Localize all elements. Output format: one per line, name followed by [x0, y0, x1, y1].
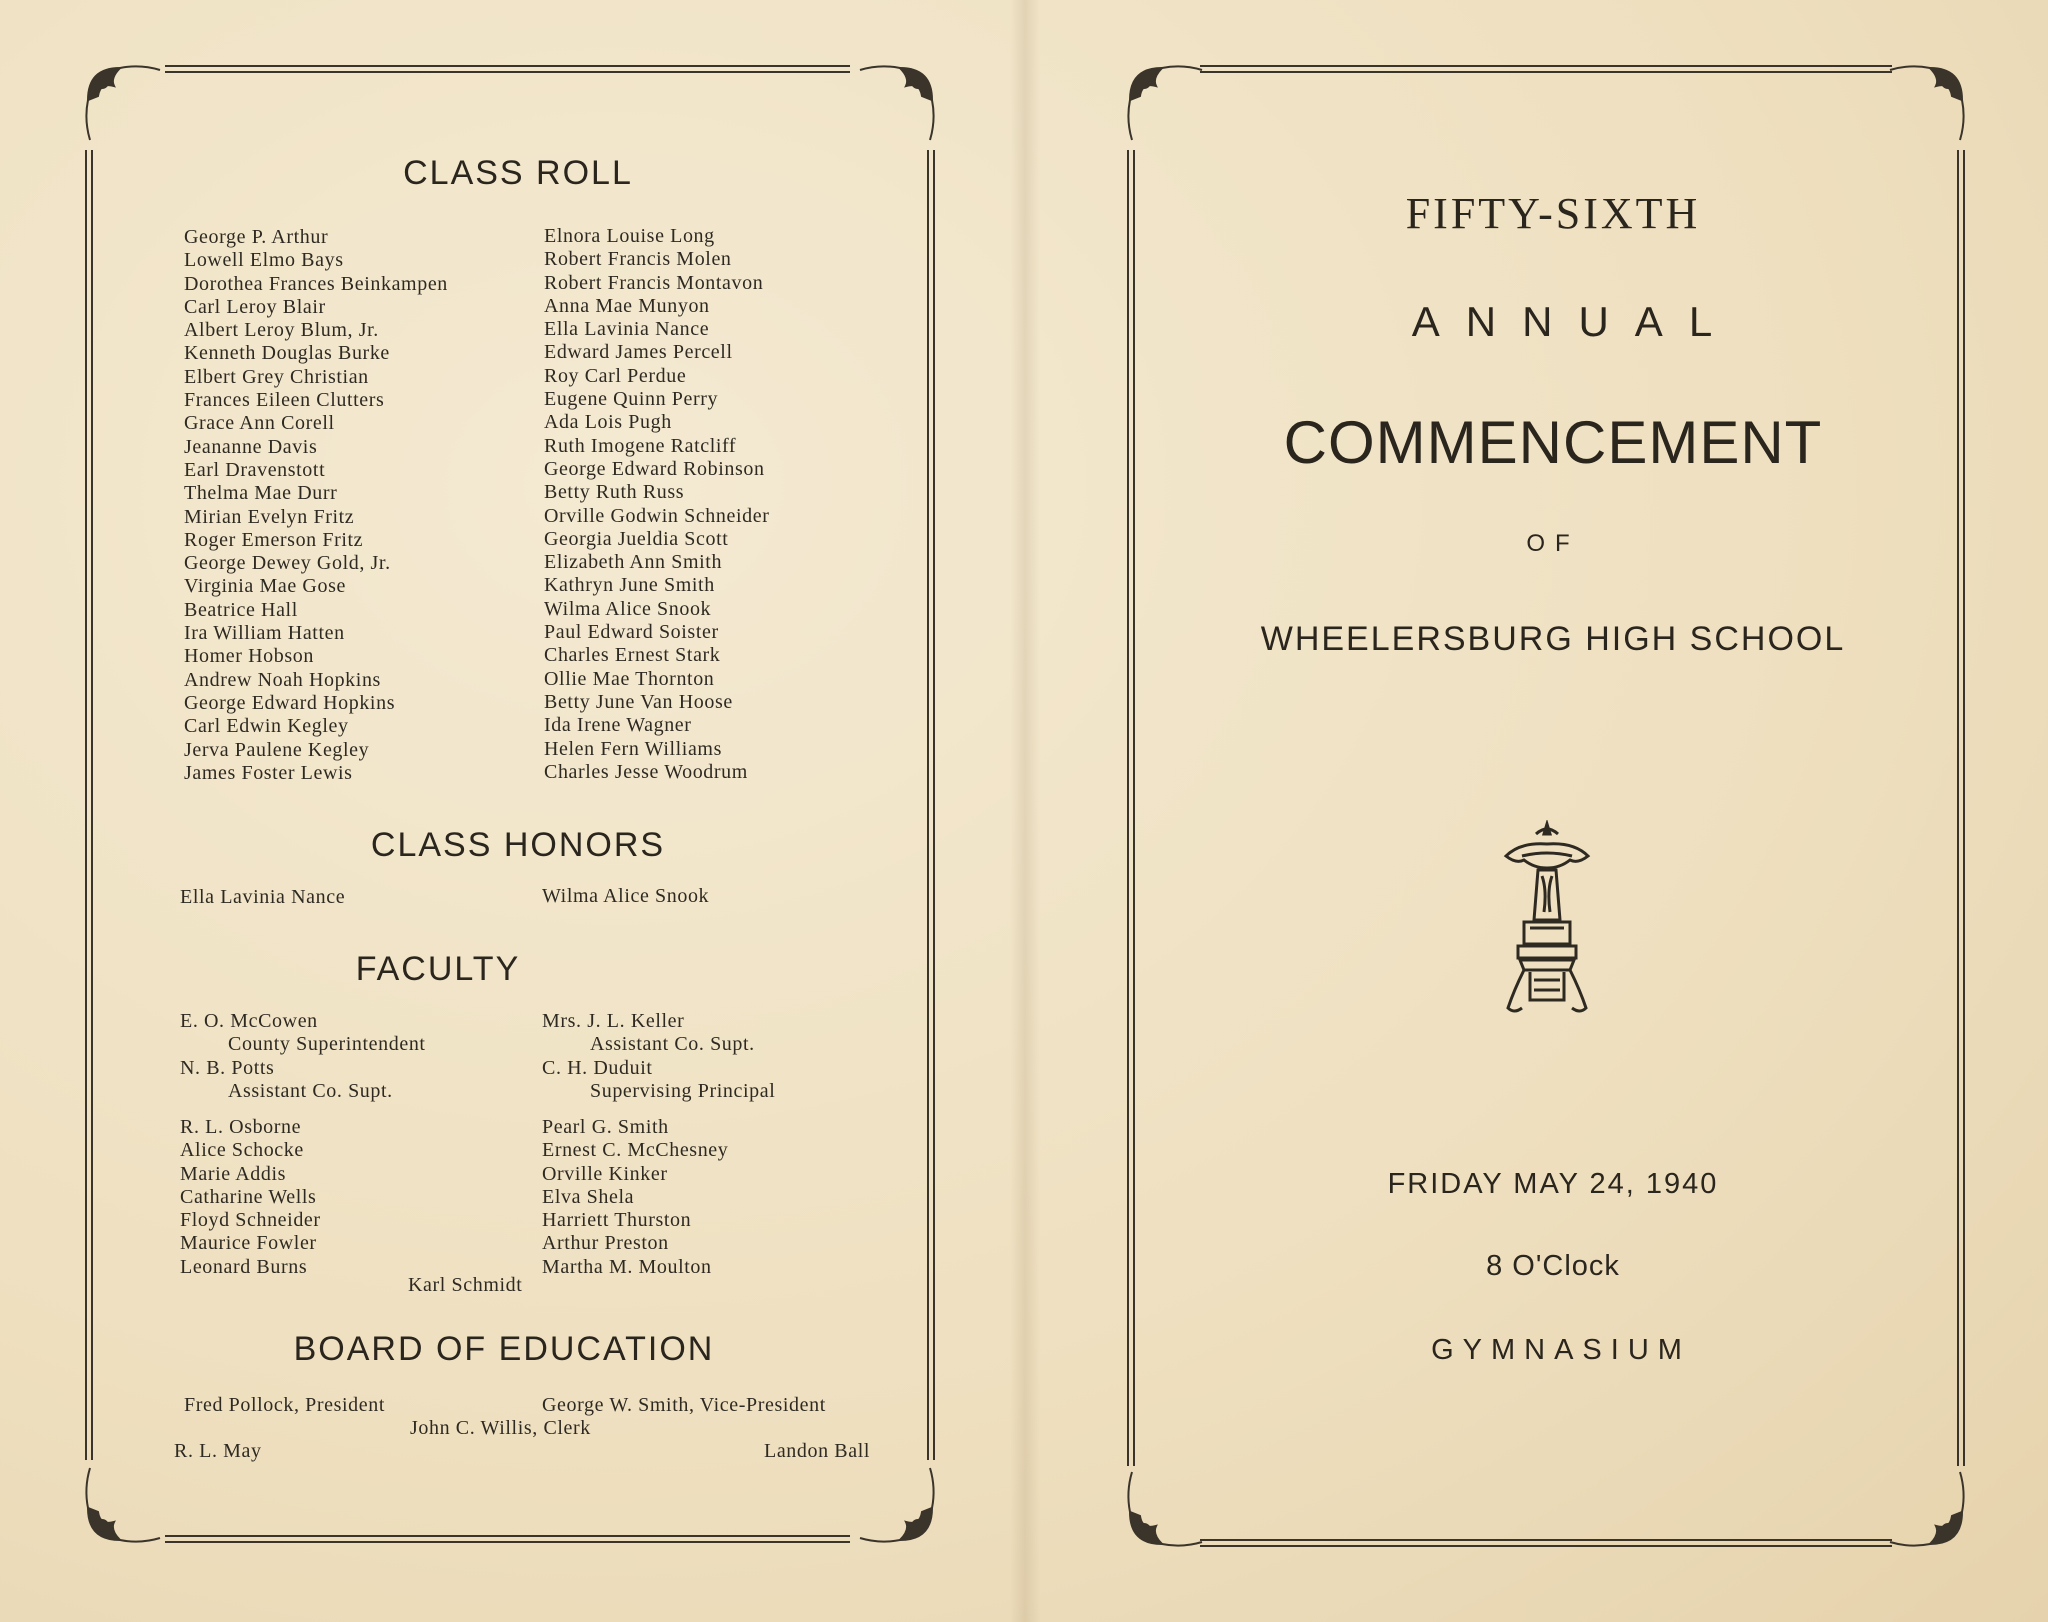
cover-line-commencement: COMMENCEMENT: [1283, 409, 1823, 476]
graduate-name: George Edward Robinson: [544, 457, 765, 480]
faculty-column-2-top: [542, 1010, 775, 1103]
graduate-name: Eugene Quinn Perry: [544, 388, 719, 411]
graduate-name: Beatrice Hall: [184, 598, 298, 621]
faculty-name: Pearl G. Smith: [542, 1116, 669, 1138]
class-roll-column-2: [544, 225, 769, 784]
graduate-name: Ira William Hatten: [184, 622, 345, 645]
graduate-name: Ida Irene Wagner: [544, 714, 692, 737]
faculty-name: R. L. Osborne: [180, 1116, 302, 1138]
faculty-entry: C. H. Duduit: [542, 1056, 653, 1079]
faculty-entry: Assistant Co. Supt.: [228, 1079, 393, 1102]
graduate-name: Ada Lois Pugh: [544, 411, 672, 434]
board-heading: BOARD OF EDUCATION: [293, 1330, 715, 1368]
faculty-name: Orville Kinker: [542, 1162, 668, 1185]
faculty-entry: Supervising Principal: [590, 1079, 776, 1102]
faculty-name: Martha M. Moulton: [542, 1255, 712, 1278]
graduate-name: Virginia Mae Gose: [184, 575, 346, 598]
graduate-name: Betty June Van Hoose: [544, 690, 733, 713]
class-roll-column-1: [184, 226, 448, 785]
graduate-name: Wilma Alice Snook: [544, 597, 712, 620]
faculty-entry: County Superintendent: [228, 1033, 426, 1056]
graduate-name: George Edward Hopkins: [184, 691, 396, 714]
board-member: Landon Ball: [764, 1440, 871, 1462]
board-clerk: John C. Willis, Clerk: [410, 1417, 591, 1439]
graduate-name: Anna Mae Munyon: [544, 294, 710, 317]
board-president: Fred Pollock, President: [184, 1394, 386, 1416]
graduate-name: Elizabeth Ann Smith: [544, 551, 723, 574]
cover-line-school: WHEELERSBURG HIGH SCHOOL: [1260, 620, 1846, 658]
faculty-name: Elva Shela: [542, 1185, 635, 1208]
graduate-name: Dorothea Frances Beinkampen: [184, 272, 448, 295]
graduate-name: Lowell Elmo Bays: [184, 249, 344, 272]
graduate-name: Frances Eileen Clutters: [184, 389, 385, 412]
class-honors-heading: CLASS HONORS: [370, 826, 666, 864]
faculty-heading: FACULTY: [355, 950, 521, 988]
graduate-name: Jeananne Davis: [184, 435, 318, 458]
graduate-name: Kathryn June Smith: [544, 574, 715, 597]
faculty-name: Maurice Fowler: [180, 1232, 317, 1255]
lamp-emblem: [1500, 820, 1594, 1020]
honors-name: Ella Lavinia Nance: [180, 886, 346, 908]
cover-page: [1122, 62, 1984, 1562]
graduate-name: Charles Ernest Stark: [544, 644, 721, 667]
graduate-name: James Foster Lewis: [184, 761, 353, 784]
graduate-name: George Dewey Gold, Jr.: [184, 552, 391, 575]
graduate-name: Charles Jesse Woodrum: [544, 760, 748, 783]
graduate-name: Mirian Evelyn Fritz: [184, 505, 355, 528]
cover-line-ordinal: FIFTY-SIXTH: [1405, 189, 1701, 238]
graduate-name: Betty Ruth Russ: [544, 481, 685, 504]
class-roll-heading: CLASS ROLL: [403, 154, 633, 192]
graduate-name: Carl Edwin Kegley: [184, 715, 349, 738]
faculty-entry: E. O. McCowen: [180, 1010, 318, 1032]
faculty-entry: Mrs. J. L. Keller: [542, 1010, 685, 1032]
faculty-name: Catharine Wells: [180, 1185, 317, 1208]
cover-time: 8 O'Clock: [1486, 1250, 1620, 1282]
graduate-name: Paul Edward Soister: [544, 621, 719, 644]
graduate-name: Georgia Jueldia Scott: [544, 527, 729, 550]
graduate-name: Homer Hobson: [184, 645, 314, 668]
faculty-entry: N. B. Potts: [180, 1056, 275, 1079]
cover-line-annual: ANNUAL: [1411, 298, 1739, 345]
faculty-name: Alice Schocke: [180, 1139, 304, 1162]
cover-date: FRIDAY MAY 24, 1940: [1387, 1168, 1719, 1200]
faculty-name: Ernest C. McChesney: [542, 1139, 729, 1162]
graduate-name: Roger Emerson Fritz: [184, 528, 364, 551]
graduate-name: Orville Godwin Schneider: [544, 504, 770, 527]
graduate-name: Albert Leroy Blum, Jr.: [184, 319, 379, 342]
graduate-name: Grace Ann Corell: [184, 412, 335, 435]
faculty-name: Floyd Schneider: [180, 1209, 321, 1232]
faculty-name: Marie Addis: [180, 1162, 287, 1185]
graduate-name: Carl Leroy Blair: [184, 295, 326, 318]
faculty-column-1: [180, 1116, 321, 1279]
graduate-name: Thelma Mae Durr: [184, 482, 338, 505]
faculty-name: Leonard Burns: [180, 1255, 308, 1278]
graduate-name: George P. Arthur: [184, 226, 329, 248]
graduate-name: Ella Lavinia Nance: [544, 318, 710, 341]
left-page: [88, 62, 948, 1562]
graduate-name: Roy Carl Perdue: [544, 364, 687, 387]
faculty-entry: Assistant Co. Supt.: [590, 1033, 755, 1056]
faculty-name: Harriett Thurston: [542, 1209, 692, 1232]
cover-place: GYMNASIUM: [1431, 1334, 1691, 1366]
graduate-name: Helen Fern Williams: [544, 737, 722, 760]
graduate-name: Elnora Louise Long: [544, 225, 715, 247]
graduate-name: Earl Dravenstott: [184, 458, 326, 481]
board-member: R. L. May: [174, 1440, 262, 1462]
cover-line-of: OF: [1526, 530, 1580, 557]
graduate-name: Robert Francis Molen: [544, 248, 732, 271]
graduate-name: Ollie Mae Thornton: [544, 667, 715, 690]
graduate-name: Edward James Percell: [544, 341, 733, 364]
graduate-name: Robert Francis Montavon: [544, 271, 764, 294]
graduate-name: Elbert Grey Christian: [184, 365, 369, 388]
honors-name: Wilma Alice Snook: [542, 885, 710, 907]
graduate-name: Kenneth Douglas Burke: [184, 342, 390, 365]
graduate-name: Jerva Paulene Kegley: [184, 738, 370, 761]
faculty-column-1-top: [180, 1010, 426, 1103]
graduate-name: Andrew Noah Hopkins: [184, 668, 381, 691]
graduate-name: Ruth Imogene Ratcliff: [544, 434, 737, 457]
board-vice-president: George W. Smith, Vice-President: [542, 1394, 826, 1416]
faculty-center-name: Karl Schmidt: [408, 1274, 523, 1296]
faculty-name: Arthur Preston: [542, 1232, 669, 1255]
faculty-column-2: [542, 1116, 728, 1279]
